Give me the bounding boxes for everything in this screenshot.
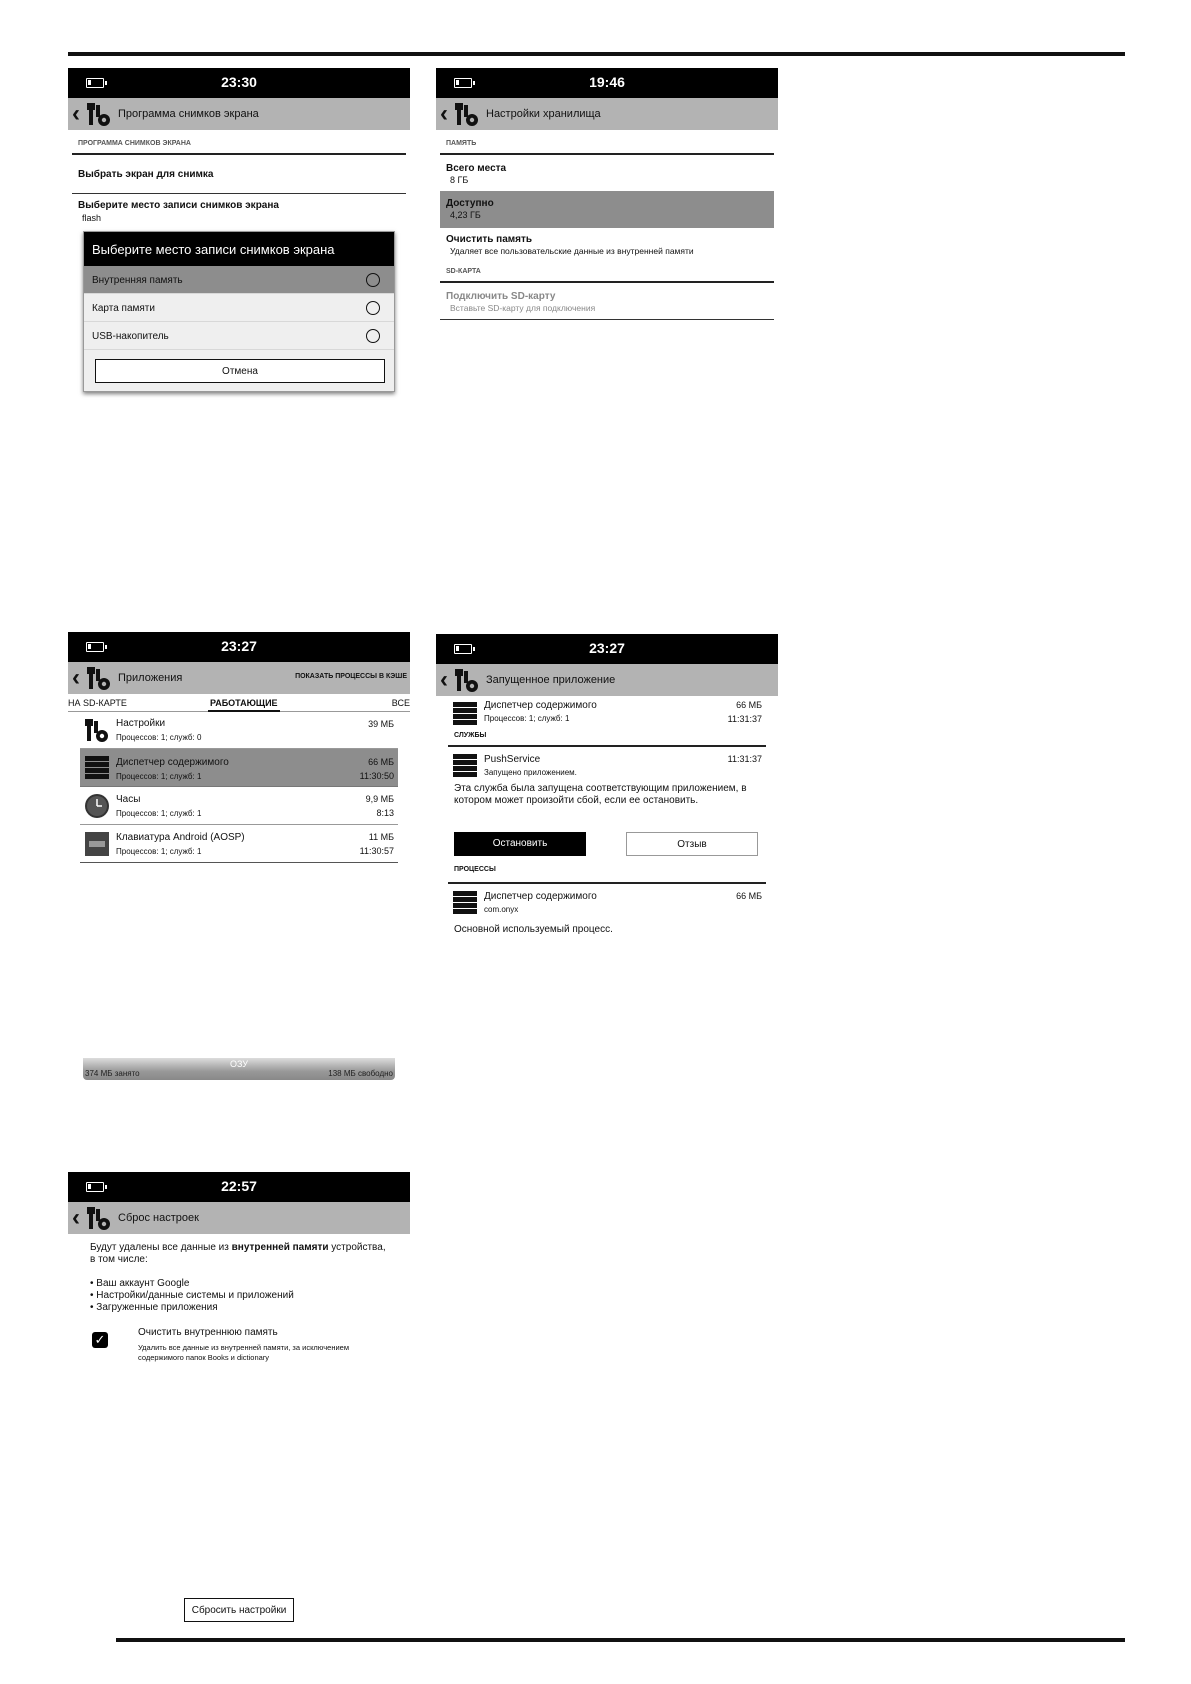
app-uptime: 11:30:57 (359, 846, 394, 856)
item-label: Выберите место записи снимков экрана (78, 200, 279, 211)
page-title: Настройки хранилища (486, 108, 601, 120)
cancel-button[interactable]: Отмена (95, 359, 385, 383)
section-sd-card: SD-КАРТА (446, 268, 481, 275)
status-bar (68, 632, 410, 662)
item-description: Удаляет все пользовательские данные из внутренней памяти (450, 246, 694, 256)
title-bar (436, 98, 778, 130)
app-uptime: 11:31:37 (727, 714, 762, 724)
back-arrow-icon[interactable]: ‹ (440, 666, 448, 693)
grid-cell (471, 714, 477, 719)
dialog-title: Выберите место записи снимков экрана (84, 232, 394, 266)
grid-cell (471, 903, 477, 908)
list-item: • Ваш аккаунт Google (90, 1278, 190, 1289)
app-row-keyboard[interactable] (80, 825, 398, 863)
mount-sd-item (436, 283, 778, 319)
intro-text-end: устройства, в том числе: (90, 1242, 386, 1265)
app-meta: Процессов: 1; служб: 1 (116, 772, 202, 781)
report-button[interactable]: Отзыв (626, 832, 758, 856)
screen-factory-reset (68, 1172, 410, 1632)
grid-cell (103, 756, 109, 761)
app-meta: Процессов: 1; служб: 1 (116, 847, 202, 856)
service-row-pushservice[interactable] (448, 747, 766, 781)
stop-button[interactable]: Остановить (454, 832, 586, 856)
reset-intro (68, 1234, 410, 1266)
item-label: Доступно (446, 198, 494, 209)
process-size: 66 МБ (736, 891, 762, 901)
keyboard-icon (84, 831, 110, 857)
app-row-clock[interactable] (80, 787, 398, 825)
page-title: Программа снимков экрана (118, 108, 259, 120)
clock: 19:46 (589, 74, 625, 90)
title-bar (68, 1202, 410, 1234)
service-name: PushService (484, 754, 541, 765)
item-description: Вставьте SD-карту для подключения (450, 303, 596, 313)
section-services: СЛУЖБЫ (454, 732, 487, 739)
ram-label: ОЗУ (229, 1059, 249, 1069)
option-internal-memory[interactable] (84, 266, 394, 294)
page-title: Сброс настроек (118, 1212, 199, 1224)
tab-sd-card[interactable]: НА SD-КАРТЕ (68, 698, 127, 708)
app-grid-icon (85, 756, 109, 780)
item-value: 4,23 ГБ (450, 210, 481, 220)
process-row[interactable] (448, 886, 766, 920)
grid-cell (471, 760, 477, 765)
ram-usage-bar (83, 1054, 395, 1080)
clock: 23:27 (589, 640, 625, 656)
screen-running-app (436, 634, 778, 944)
app-size: 66 МБ (736, 700, 762, 710)
option-label: Внутренняя память (92, 275, 183, 286)
item-value: flash (82, 213, 102, 223)
settings-tools-icon (454, 101, 480, 127)
item-label: Подключить SD-карту (446, 291, 556, 302)
tab-running[interactable]: РАБОТАЮЩИЕ (208, 698, 280, 712)
radio-button[interactable] (366, 329, 380, 343)
app-meta: Процессов: 1; служб: 1 (484, 714, 570, 723)
app-name: Клавиатура Android (AOSP) (116, 832, 245, 843)
service-meta: Запущено приложением. (484, 768, 577, 777)
screen-apps (68, 632, 410, 1092)
factory-reset-button[interactable]: Сбросить настройки (184, 1598, 294, 1622)
back-arrow-icon[interactable]: ‹ (72, 664, 80, 691)
grid-cell (471, 897, 477, 902)
clear-memory-item[interactable] (436, 228, 778, 262)
settings-tools-icon (454, 667, 480, 693)
option-label: USB-накопитель (92, 331, 169, 342)
status-bar (68, 68, 410, 98)
radio-button[interactable] (366, 273, 380, 287)
ram-used: 374 МБ занято (85, 1069, 140, 1078)
option-memory-card[interactable] (84, 294, 394, 322)
app-size: 9,9 МБ (365, 794, 394, 804)
process-package: com.onyx (484, 905, 519, 914)
section-memory: ПАМЯТЬ (446, 140, 477, 147)
grid-cell (471, 891, 477, 896)
grid-cell (471, 720, 477, 725)
app-row-settings[interactable] (80, 712, 398, 749)
page-title: Запущенное приложение (486, 674, 616, 686)
app-name: Диспетчер содержимого (484, 700, 597, 711)
settings-tools-icon (84, 717, 110, 743)
item-label: Всего места (446, 163, 507, 174)
app-size: 66 МБ (368, 757, 394, 767)
item-label: Очистить память (446, 234, 533, 245)
intro-emphasis: внутренней памяти (231, 1242, 329, 1253)
checkbox-label: Очистить внутреннюю память (138, 1327, 278, 1338)
clock: 23:30 (221, 74, 257, 90)
choose-screen-item[interactable] (68, 155, 410, 193)
app-grid-icon (453, 754, 477, 778)
app-meta: Процессов: 1; служб: 1 (116, 809, 202, 818)
clock: 22:57 (221, 1178, 257, 1194)
back-arrow-icon[interactable]: ‹ (72, 1204, 80, 1231)
divider (448, 882, 766, 884)
running-app-header (448, 696, 766, 730)
save-location-dialog (83, 231, 395, 392)
grid-cell (471, 909, 477, 914)
bottom-rule (116, 1638, 1125, 1642)
back-arrow-icon[interactable]: ‹ (440, 100, 448, 127)
settings-tools-icon (86, 665, 112, 691)
screen-screenshot-program (68, 68, 410, 402)
app-grid-icon (453, 891, 477, 915)
grid-cell (103, 768, 109, 773)
process-name: Диспетчер содержимого (484, 891, 597, 902)
item-value: 8 ГБ (450, 175, 469, 185)
intro-text: Будут удалены все данные из (90, 1242, 232, 1253)
tab-all[interactable]: ВСЕ (391, 698, 410, 708)
grid-cell (471, 754, 477, 759)
option-label: Карта памяти (92, 303, 155, 314)
app-meta: Процессов: 1; служб: 0 (116, 733, 202, 742)
item-label: Выбрать экран для снимка (78, 169, 214, 180)
app-row-content-manager[interactable] (80, 749, 398, 787)
grid-cell (471, 702, 477, 707)
title-bar (436, 664, 778, 696)
grid-cell (103, 774, 109, 779)
page-title: Приложения (118, 672, 183, 684)
process-description: Основной используемый процесс. (454, 924, 613, 935)
clock-icon (84, 793, 110, 819)
app-name: Часы (116, 794, 141, 805)
grid-cell (471, 772, 477, 777)
list-item: • Настройки/данные системы и приложений (90, 1290, 294, 1301)
service-uptime: 11:31:37 (727, 754, 762, 764)
screen-storage-settings (436, 68, 778, 340)
tab-bar (68, 694, 410, 712)
app-size: 39 МБ (368, 719, 394, 729)
settings-tools-icon (86, 1205, 112, 1231)
service-description: Эта служба была запущена соответствующим приложением, в котором может произойти сбой, если ее остановить. (454, 783, 747, 806)
back-arrow-icon[interactable]: ‹ (72, 100, 80, 127)
status-bar (436, 634, 778, 664)
show-cached-processes-button[interactable]: ПОКАЗАТЬ ПРОЦЕССЫ В КЭШЕ (295, 673, 407, 680)
clock: 23:27 (221, 638, 257, 654)
clear-internal-memory-checkbox[interactable]: ✓ (92, 1332, 108, 1348)
divider (440, 319, 774, 320)
status-bar (436, 68, 778, 98)
app-grid-icon (453, 702, 477, 726)
app-size: 11 МБ (368, 832, 394, 842)
grid-cell (471, 708, 477, 713)
status-bar (68, 1172, 410, 1202)
save-location-item[interactable] (68, 194, 410, 223)
checkbox-description: Удалить все данные из внутренней памяти, за исключением содержимого папок Books и dictionary (138, 1343, 350, 1362)
section-processes: ПРОЦЕССЫ (454, 866, 496, 873)
option-usb-drive[interactable] (84, 322, 394, 350)
title-bar (68, 98, 410, 130)
available-space-item (440, 191, 774, 228)
deleted-items-list (68, 1266, 410, 1314)
title-bar (68, 662, 410, 694)
app-name: Настройки (116, 718, 166, 729)
radio-button[interactable] (366, 301, 380, 315)
top-rule (68, 52, 1125, 56)
grid-cell (103, 762, 109, 767)
total-space-item (436, 155, 778, 191)
grid-cell (471, 766, 477, 771)
ram-free: 138 МБ свободно (328, 1069, 393, 1078)
list-item: • Загруженные приложения (90, 1302, 218, 1313)
app-uptime: 8:13 (376, 808, 394, 818)
app-name: Диспетчер содержимого (116, 757, 229, 768)
app-uptime: 11:30:50 (359, 771, 394, 781)
section-header: ПРОГРАММА СНИМКОВ ЭКРАНА (78, 140, 191, 147)
settings-tools-icon (86, 101, 112, 127)
